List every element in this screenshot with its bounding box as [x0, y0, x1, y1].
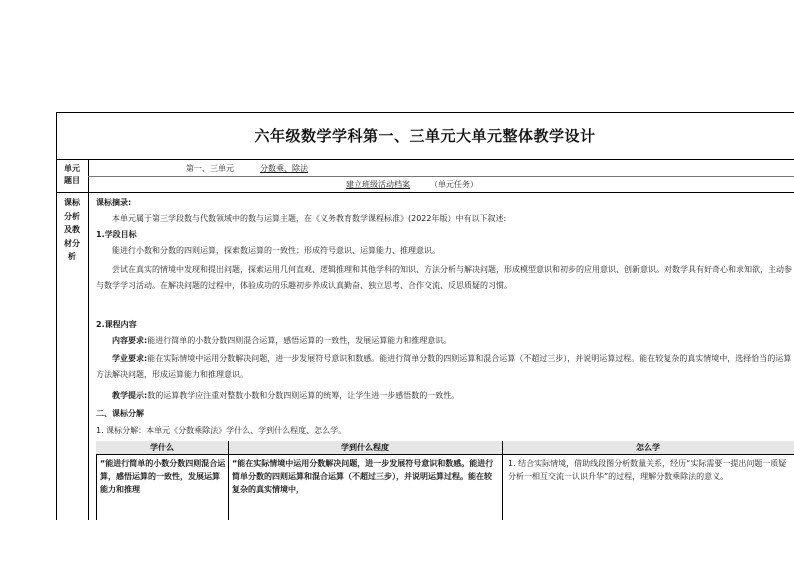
unit-number: 第一、三单元: [186, 164, 234, 173]
section-3-subtitle: 1. 课标分解：本单元《分数乘除法》学什么、学到什么程度、怎么学。: [96, 426, 347, 435]
academic-requirement: [96, 351, 792, 382]
content-requirement: [96, 333, 792, 349]
section-3-title: 二、课标分解: [96, 409, 144, 418]
content-requirement-label: 内容要求:: [112, 336, 148, 345]
table-cell-what: “能进行简单的小数分数四则混合运算，感悟运算的一致性，发展运算能力和推理: [100, 459, 226, 494]
teaching-tip-text: 数的运算教学应注重对整数小数和分数四则运算的统筹，让学生进一步感悟数的一致性。: [147, 391, 460, 400]
table-column-divider: [228, 441, 229, 520]
table-header-what: 学什么: [96, 441, 228, 455]
analysis-label: 课标分析及教材分析: [64, 198, 80, 261]
excerpt-intro: 本单元属于第三学段数与代数领域中的数与运算主题，在《义务教育数学课程标准》(2022年版）中有以下叙述:: [112, 214, 507, 223]
table-cell-degree: “能在实际情境中运用分数解决问题，进一步发展符号意识和数感。能进行简单分数的四则运算和混合运算（不超过三步），并说明运算过程。能在较复杂的真实情境中，: [232, 459, 494, 494]
unit-row-inner-divider: [88, 176, 794, 177]
page-title: 六年级数学学科第一、三单元大单元整体教学设计: [56, 112, 794, 160]
teaching-tip: [96, 388, 792, 404]
unit-task: 建立班级活动档案: [346, 180, 410, 189]
section-2-title: 2.课程内容: [96, 320, 137, 329]
row-divider: [56, 192, 794, 193]
section-1-title: 1.学段目标: [96, 230, 137, 239]
unit-task-suffix: （单元任务）: [430, 180, 478, 189]
excerpt-heading: 课标摘录:: [96, 198, 132, 207]
label-column-divider: [88, 160, 89, 520]
unit-name: 分数乘、除法: [260, 164, 308, 173]
academic-requirement-text: 能在实际情境中运用分数解决问题，进一步发展符号意识和数感。能进行简单分数的四则运算和混合运算（不超过三步），并说明运算过程。能在较复杂的真实情境中，选择恰当的运算方法解决问题，形成运算能力和推理意识。: [96, 354, 792, 379]
table-column-divider: [502, 441, 503, 520]
teaching-tip-label: 教学提示:: [112, 391, 148, 400]
table-header-degree: 学到什么程度: [228, 441, 502, 455]
section-1-para-1: 能进行小数和分数的四则运算，探索数运算的一致性；形成符号意识、运算能力、推理意识。: [112, 246, 440, 255]
content-requirement-text: 能进行简单的小数分数四则混合运算，感悟运算的一致性，发展运算能力和推理意识。: [147, 336, 452, 345]
table-cell-how: 1. 结合实际情境，借助线段图分析数量关系，经历“实际需要一提出问题一质疑分析一相互交流一认识升华”的过程，理解分数乘除法的意义。: [508, 459, 787, 481]
unit-title-label: 单元题目: [64, 164, 80, 185]
table-header-how: 怎么学: [502, 441, 794, 455]
section-1-para-2: 尝试在真实的情境中发现和提出问题，探索运用几何直观、逻辑推理和其他学科的知识、方法分析与解决问题，形成模型意识和初步的应用意识、创新意识。对数学具有好奇心和求知欲，主动参与数学学习活动。在解决问题的过程中，体验成功的乐趣初步养成认真勤奋、独立思考、合作交流、反思质疑的习惯。: [96, 265, 792, 290]
academic-requirement-label: 学业要求:: [112, 354, 148, 363]
